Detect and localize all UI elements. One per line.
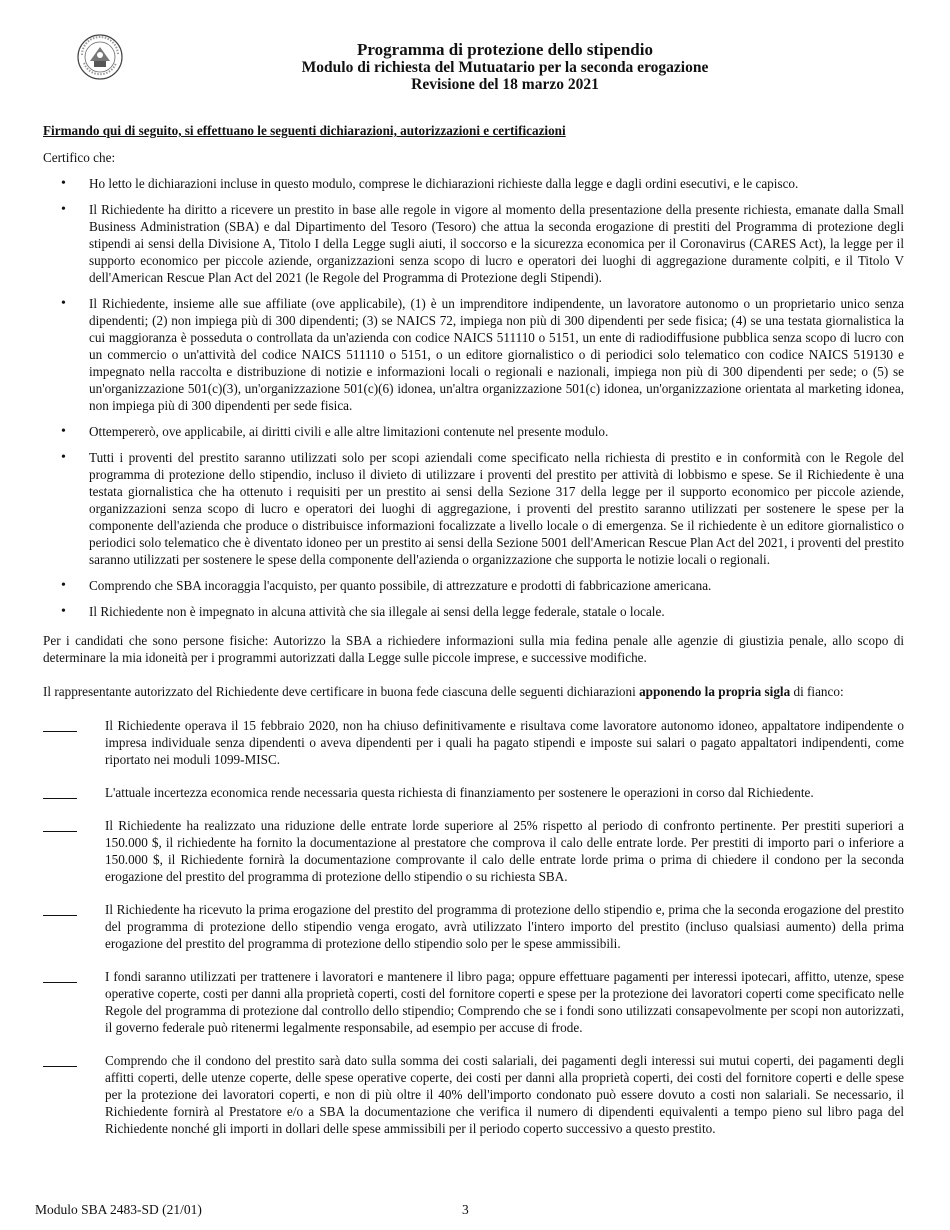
document-subtitle: Modulo di richiesta del Mutuatario per la seconda erogazione (301, 59, 709, 76)
initials-field[interactable] (43, 968, 77, 983)
bullet-icon: • (61, 424, 66, 439)
section-title: Firmando qui di seguito, si effettuano le seguenti dichiarazioni, autorizzazioni e certificazioni (43, 123, 566, 138)
certification-item: Comprendo che il condono del prestito sarà dato sulla somma dei costi salariali, dei pagamenti degli interessi sui mutui coperti, dei pagamenti degli affitti coperti, delle utenze coperte, delle spese operative coperte, dei costi per danni alla proprietà coperti, dei costi del fornitore coperti e delle spese per la protezione dei lavoratori coperti, e non di più oltre il 40% dell'importo condonato può essere dovuto a costi non salariali. Se necessario, il Richiedente fornirà al Prestatore e/o a SBA la documentazione che verifica il numero di dipendenti equivalenti a tempo pieno sul libro paga del Richiedente nonché gli importi in dollari delle spese ammissibili per il periodo coperto successivo a questo prestito. (43, 1052, 904, 1137)
footer-page-number: 3 (462, 1202, 469, 1217)
list-item: • Tutti i proventi del prestito saranno utilizzati solo per scopi aziendali come specificato nella richiesta di prestito e in conformità con le Regole del programma di protezione dello stipendio, incluso il divieto di utilizzare i proventi del prestito per attività di lobbismo e spese. Se il Richiedente è una testata giornalistica che ha ottenuto i requisiti per un prestito ai sensi della Sezione 317 della legge per il supporto economico per piccole aziende, organizzazioni senza scopo di lucro e operatori dei luoghi di aggregazione, i proventi del prestito saranno utilizzati per sostenere le spese per la componente dell'azienda che produce o distribuisce informazioni focalizzate a livello locale o di emergenza. Se il richiedente è un editore giornalistico o periodici solo telematico che è diventato idoneo per un prestito ai sensi della Sezione 5001 dell'American Rescue Plan Act del 2021, i proventi del prestito saranno utilizzati per sostenere le spese della componente dell'azienda o organizzazione che supporta le notizie locali o regionali. (61, 450, 904, 567)
bullet-icon: • (61, 450, 66, 465)
certification-item: Il Richiedente operava il 15 febbraio 2020, non ha chiuso definitivamente e risultava come lavoratore autonomo idoneo, appaltatore indipendente o impresa individuale senza dipendenti o aveva dipendenti per i quali ha pagato stipendi e imposte sui salari o pagato appaltatori indipendenti, come riportato nei moduli 1099-MISC. (43, 717, 904, 768)
document-header (180, 40, 830, 93)
list-item: • Il Richiedente, insieme alle sue affiliate (ove applicabile), (1) è un imprenditore indipendente, un lavoratore autonomo o un proprietario unico senza dipendenti; (2) non impiega più di 300 dipendenti; (3) se NAICS 72, impiega non più di 300 dipendenti per sede fisica; (4) se una testata giornalistica la cui maggioranza è posseduta o controllata da un'azienda con codice NAICS 511110 o 5151, un ente di radiodiffusione pubblica senza scopo di lucro con un commercio o un'attività del codice NAICS 511110 o 5151, o un editore giornalistico o di periodici solo telematico con codice NAICS 519130 e impegnato nella raccolta e distribuzione di notizie e informazioni locali o regionali e nazionali, impiega non più di 300 dipendenti per sede; o (5) se un'organizzazione 501(c)(3), un'organizzazione 501(c)(6) idonea, un'altra organizzazione 501(c) idonea, un'organizzazione orientata al marketing idonea, non impiega più di 300 dipendenti per sede fisica. (61, 296, 904, 413)
initials-field[interactable] (43, 901, 77, 916)
document-title: Programma di protezione dello stipendio (357, 40, 653, 59)
initials-field[interactable] (43, 784, 77, 799)
bullet-icon: • (61, 604, 66, 619)
list-item: • Ho letto le dichiarazioni incluse in questo modulo, comprese le dichiarazioni richieste dalla legge e dagli ordini esecutivi, e le capisco. (61, 176, 799, 191)
footer-form-id: Modulo SBA 2483-SD (21/01) (35, 1202, 202, 1217)
list-item: • Il Richiedente ha diritto a ricevere un prestito in base alle regole in vigore al momento della presentazione della presente richiesta, emanate dalla Small Business Administration (SBA) e dal Dipartimento del Tesoro (Tesoro) che attua la seconda erogazione di prestiti del Programma di protezione degli stipendi ai sensi della Divisione A, Titolo I della Legge sugli aiuti, il soccorso e la sicurezza economica per il Coronavirus (CARES Act), la legge per il supporto economico per piccole aziende, organizzazioni senza scopo di lucro e operatori dei luoghi di aggregazione duramente colpiti, e il Titolo V dell'American Rescue Plan Act del 2021 (le Regole del Programma di Protezione degli Stipendi). (61, 202, 904, 285)
list-item: • Il Richiedente non è impegnato in alcuna attività che sia illegale ai sensi della legge federale, statale o locale. (61, 604, 665, 619)
bullet-icon: • (61, 296, 66, 311)
initials-field[interactable] (43, 1052, 77, 1067)
sba-seal-icon (76, 33, 124, 81)
individuals-paragraph: Per i candidati che sono persone fisiche: Autorizzo la SBA a richiedere informazioni sulla mia fedina penale alle agenzie di giustizia penale, allo scopo di determinare la mia idoneità per i programmi autorizzati dalla Legge sulle piccole imprese, e successive modifiche. (43, 633, 904, 665)
certification-item: I fondi saranno utilizzati per trattenere i lavoratori e mantenere il libro paga; oppure effettuare pagamenti per interessi ipotecari, affitto, utenze, spese operative coperte, costi per danni alla proprietà coperti, costi del fornitore coperti e spese per la protezione dei lavoratori coperti come specificato nelle Regole del programma di protezione dal controllo dello stipendio; Comprendo che se i fondi sono utilizzati consapevolmente per scopi non autorizzati, il governo federale può ritenermi legalmente responsabile, ad esempio per accuse di frode. (43, 968, 904, 1036)
document-body (43, 122, 904, 1153)
document-revision: Revisione del 18 marzo 2021 (411, 76, 599, 93)
bullet-icon: • (61, 202, 66, 217)
bullet-icon: • (61, 176, 66, 191)
initials-field[interactable] (43, 817, 77, 832)
bullet-icon: • (61, 578, 66, 593)
list-item: • Comprendo che SBA incoraggia l'acquisto, per quanto possibile, di attrezzature e prodotti di fabbricazione americana. (61, 578, 712, 593)
certification-item: Il Richiedente ha ricevuto la prima erogazione del prestito del programma di protezione dello stipendio e, prima che la seconda erogazione del prestito del programma di protezione dello stipendio venga erogato, avrà utilizzato l'intero importo del prestito (incluso qualsiasi aumento) della prima erogazione del prestito del programma di protezione dello stipendio solo per le spese ammissibili. (43, 901, 904, 952)
certifications-list (43, 717, 904, 1137)
certification-item: L'attuale incertezza economica rende necessaria questa richiesta di finanziamento per sostenere le operazioni in corso dal Richiedente. (43, 784, 904, 801)
certification-item: Il Richiedente ha realizzato una riduzione delle entrate lorde superiore al 25% rispetto al periodo di confronto pertinente. Per prestiti superiori a 150.000 $, il richiedente ha fornito la documentazione al prestatore che comprova il calo delle entrate lorde. Per prestiti di importo pari o inferiore a 150.000 $, il Richiedente fornirà la documentazione comprovante il calo delle entrate lorde prima o prima di chiedere il condono per la seconda erogazione del prestito del programma di protezione dello stipendio o su richiesta SBA. (43, 817, 904, 885)
declarations-list (43, 175, 904, 620)
initials-field[interactable] (43, 717, 77, 732)
representative-paragraph: Il rappresentante autorizzato del Richiedente deve certificare in buona fede ciascuna delle seguenti dichiarazioni apponendo la propria sigla di fianco: (43, 684, 844, 699)
list-item: • Ottempererò, ove applicabile, ai diritti civili e alle altre limitazioni contenute nel presente modulo. (61, 424, 609, 439)
section-intro: Certifico che: (43, 150, 116, 165)
